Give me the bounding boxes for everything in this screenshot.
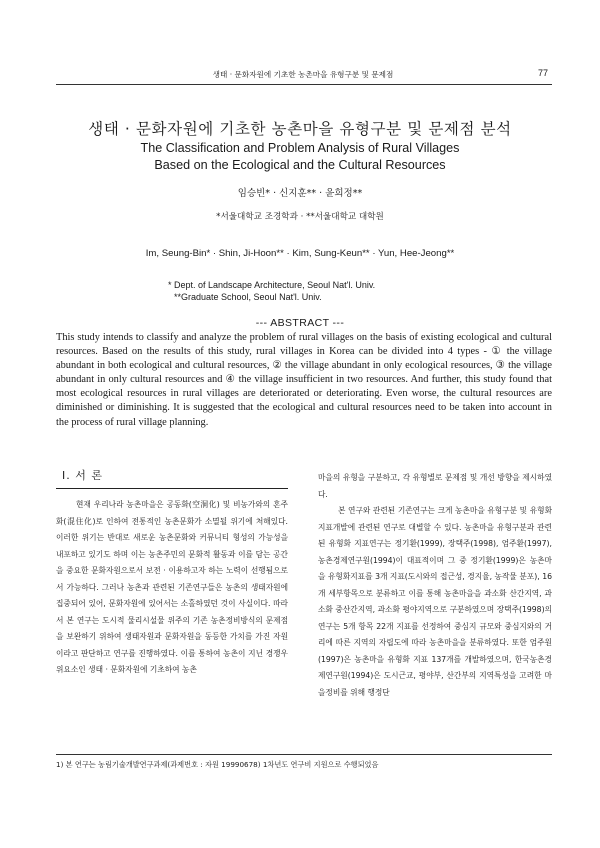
abstract-heading: --- ABSTRACT --- xyxy=(255,317,345,329)
introduction-paragraph-1-continued: 마을의 유형을 구분하고, 각 유형별로 문제점 및 개선 방향을 제시하였다. xyxy=(318,473,552,499)
header-rule xyxy=(56,84,552,85)
footnote-rule xyxy=(56,754,552,755)
running-head-title: 생태 · 문화자원에 기초한 농촌마을 유형구분 및 문제점 xyxy=(212,70,394,79)
right-column xyxy=(318,470,552,701)
affiliations-korean: *서울대학교 조경학과 · **서울대학교 대학원 xyxy=(216,212,384,222)
section-heading-introduction: Ⅰ. 서 론 xyxy=(56,465,288,489)
paper-title-english-line1: The Classification and Problem Analysis of Rural Villages xyxy=(140,141,460,155)
affiliations-english xyxy=(168,279,498,303)
paper-title-english xyxy=(0,140,600,174)
abstract-body: This study intends to classify and analyze the problem of rural villages on the basis of existing ecological and cultural resources. Based on the results of this study, rural villages in Korea can be divided into 4 types - ① the village abundant in both ecological and cultural resources, ② the village abundant in only ecological resources, ③ the village abundant in only cultural resources and ④ the village insufficient in two resources. And further, this study found that most ecological resources in rural villages are deteriorated or deteriorating. Even worse, the cultural resources are diminished or diminishing. It is suggested that the ecological and cultural resources need to be taken into account in the process of rural village planning. xyxy=(56,332,552,428)
paper-title-english-line2: Based on the Ecological and the Cultural Resources xyxy=(154,158,446,172)
running-head xyxy=(58,68,548,82)
paper-title-korean: 생태 · 문화자원에 기초한 농촌마을 유형구분 및 문제점 분석 xyxy=(88,120,512,138)
page-number: 77 xyxy=(537,68,548,78)
introduction-paragraph-2: 본 연구와 관련된 기존연구는 크게 농촌마을 유형구분 및 유형화 지표개발에 관련된 연구로 대별할 수 있다. 농촌마을 유형구분과 관련된 유형화 지표연구는 정기환(1999), 장택주(1998), 엄주환(1997), 농촌경제연구원(1994)이 대표적이며 그 중 정기환(1999)은 농촌마을 유형화지표를 3개 지표(도시와의 접근성, 경지율, 농작물 분포), 16개 세부항목으로 분류하고 이를 통해 농촌마을을 과소화 산간지역, 과소화 중산간지역, 과소화 평야지역으로 구분하였으며 장택주(1998)의 연구는 5개 항목 22개 지표를 선정하여 중심지 규모와 중심지와의 거리에 따른 지역의 자립도에 따라 농촌마을을 분류하였다. 또한 엄주원(1997)은 농촌마을 유형화 지표 137개를 개발하였으며, 한국농촌경제연구원(1994)은 도시근교, 평야부, 산간부의 지역특성을 고려한 마을정비를 위해 행정단 xyxy=(318,506,552,697)
affiliation-english-line2: **Graduate School, Seoul Nat'l. Univ. xyxy=(174,292,322,302)
footnote: 1) 본 연구는 농림기술개발연구과제(과제번호 : 자원 19990678) 1차년도 연구비 지원으로 수행되었음 xyxy=(56,760,379,769)
authors-english: Im, Seung-Bin* · Shin, Ji-Hoon** · Kim, Sung-Keun** · Yun, Hee-Jeong** xyxy=(145,248,455,259)
introduction-paragraph-1: 현재 우리나라 농촌마을은 공동화(空洞化) 및 비농가와의 혼주화(混住化)로 인하여 전통적인 농촌문화가 소멸될 위기에 처해있다. 이러한 위기는 반대로 새로운 농촌문화와 커뮤니티 형성의 가능성을 내포하고 있기도 하며 이는 농촌주민의 문화적 활동과 이를 담는 공간을 중요한 문화자원으로서 보전 · 이용하고자 하는 노력이 선행됨으로서 가능하다. 그러나 농촌과 관련된 기존연구들은 농촌의 생태자원에 집중되어 있어, 문화자원에 있어서는 소홀하였던 것이 사실이다. 따라서 본 연구는 도시적 물리시설물 위주의 기존 농촌정비방식의 문제점을 보완하기 위하여 생태자원과 문화자원을 동등한 가치를 가진 자원이라고 판단하고 연구를 진행하였다. 이를 통하여 농촌이 지닌 경쟁우위요소인 생태 · 문화자원에 기초하여 농촌 xyxy=(56,500,288,674)
affiliation-english-line1: * Dept. of Landscape Architecture, Seoul Nat'l. Univ. xyxy=(168,280,376,290)
left-column xyxy=(56,465,288,679)
authors-korean: 임승빈* · 신지훈** · 윤희정** xyxy=(237,188,363,199)
